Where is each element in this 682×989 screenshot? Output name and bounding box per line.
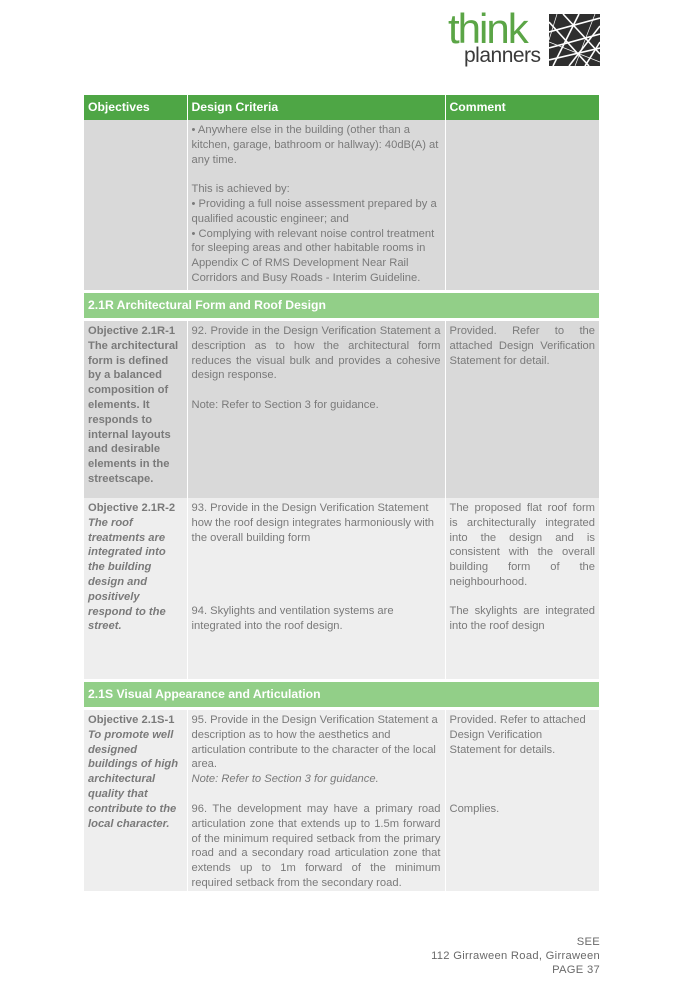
objective-cell <box>84 710 187 891</box>
header-design-criteria: Design Criteria <box>187 95 445 120</box>
table-header-row <box>84 95 599 120</box>
criteria-cell <box>187 321 445 498</box>
comment-cell: The skylights are integrated into the roof design <box>445 601 599 679</box>
criteria-text: This is achieved by: <box>191 183 290 196</box>
objective-description: The architectural form is defined by a balanced composition of elements. It responds to internal layouts and desirable elements in the streetscape. <box>88 339 179 485</box>
criteria-text: • Providing a full noise assessment prepared by a qualified acoustic engineer; and <box>191 197 437 225</box>
comment-cell: Complies. <box>445 799 599 891</box>
section-heading-2-1r <box>84 293 599 318</box>
logo-planners-text: planners <box>464 44 541 67</box>
footer-page-number: PAGE 37 <box>552 964 600 976</box>
sepp-compliance-table <box>84 95 599 891</box>
objective-title: Objective 2.1R-1 <box>88 325 176 337</box>
section-title: 2.1S Visual Appearance and Articulation <box>84 682 599 707</box>
table-row-continued <box>84 120 599 290</box>
page-footer <box>431 935 600 977</box>
comment-cell-empty <box>445 120 599 290</box>
criteria-cell: 94. Skylights and ventilation systems are integrated into the roof design. <box>187 601 445 679</box>
footer-address: 112 Girraween Road, Girraween <box>431 950 600 962</box>
logo-think-text: think <box>448 5 527 52</box>
footer-project: SEE <box>576 936 600 948</box>
comment-cell: Provided. Refer to attached Design Verification Statement for details. <box>445 710 599 799</box>
think-planners-logo <box>448 5 600 70</box>
criteria-cell: 93. Provide in the Design Verification Statement how the roof design integrates harmoniously with the overall building form <box>187 498 445 601</box>
objective-description: To promote well designed buildings of high architectural quality that contribute to the local character. <box>88 728 179 830</box>
criteria-note: Note: Refer to Section 3 for guidance. <box>191 773 379 786</box>
comment-cell: Provided. Refer to the attached Design Verification Statement for detail. <box>445 321 599 498</box>
street-map-icon <box>549 14 600 66</box>
objective-title: Objective 2.1R-2 <box>88 502 176 514</box>
criteria-cell <box>187 710 445 799</box>
comment-cell: The proposed flat roof form is architecturally integrated into the design and is consistent with the overall building form of the neighbourhood. <box>445 498 599 601</box>
criteria-text: • Anywhere else in the building (other than a kitchen, garage, bathroom or hallway): 40dB(A) at any time. <box>191 124 439 166</box>
header-objectives: Objectives <box>84 95 187 120</box>
table-row-objective-2-1r-2 <box>84 498 599 601</box>
objective-cell <box>84 321 187 498</box>
criteria-cell: 96. The development may have a primary road articulation zone that extends up to 1.5m forward of the minimum required setback from the primary road and a secondary road articulation zone that extends up to 1m forward of the minimum required setback from the secondary road. <box>187 799 445 891</box>
criteria-note: Note: Refer to Section 3 for guidance. <box>191 398 379 411</box>
header-comment: Comment <box>445 95 599 120</box>
objective-description: The roof treatments are integrated into the building design and positively respond to the street. <box>88 516 166 633</box>
table-row-objective-2-1s-1 <box>84 710 599 799</box>
section-heading-2-1s <box>84 682 599 707</box>
section-title: 2.1R Architectural Form and Roof Design <box>84 293 599 318</box>
objective-cell-empty <box>84 120 187 290</box>
criteria-text: 92. Provide in the Design Verification Statement a description as to how the architectural form reduces the visual bulk and provides a cohesive design response. <box>191 325 441 382</box>
objective-cell <box>84 498 187 679</box>
criteria-text: 95. Provide in the Design Verification Statement a description as to how the aesthetics and articulation contribute to the character of the local area. <box>191 714 438 771</box>
criteria-cell-continued <box>187 120 445 290</box>
criteria-text: • Complying with relevant noise control treatment for sleeping areas and other habitable rooms in Appendix C of RMS Development Near Rail Corridors and Busy Roads - Interim Guideline. <box>191 227 435 284</box>
table-row-objective-2-1r-1 <box>84 321 599 498</box>
objective-title: Objective 2.1S-1 <box>88 714 175 726</box>
